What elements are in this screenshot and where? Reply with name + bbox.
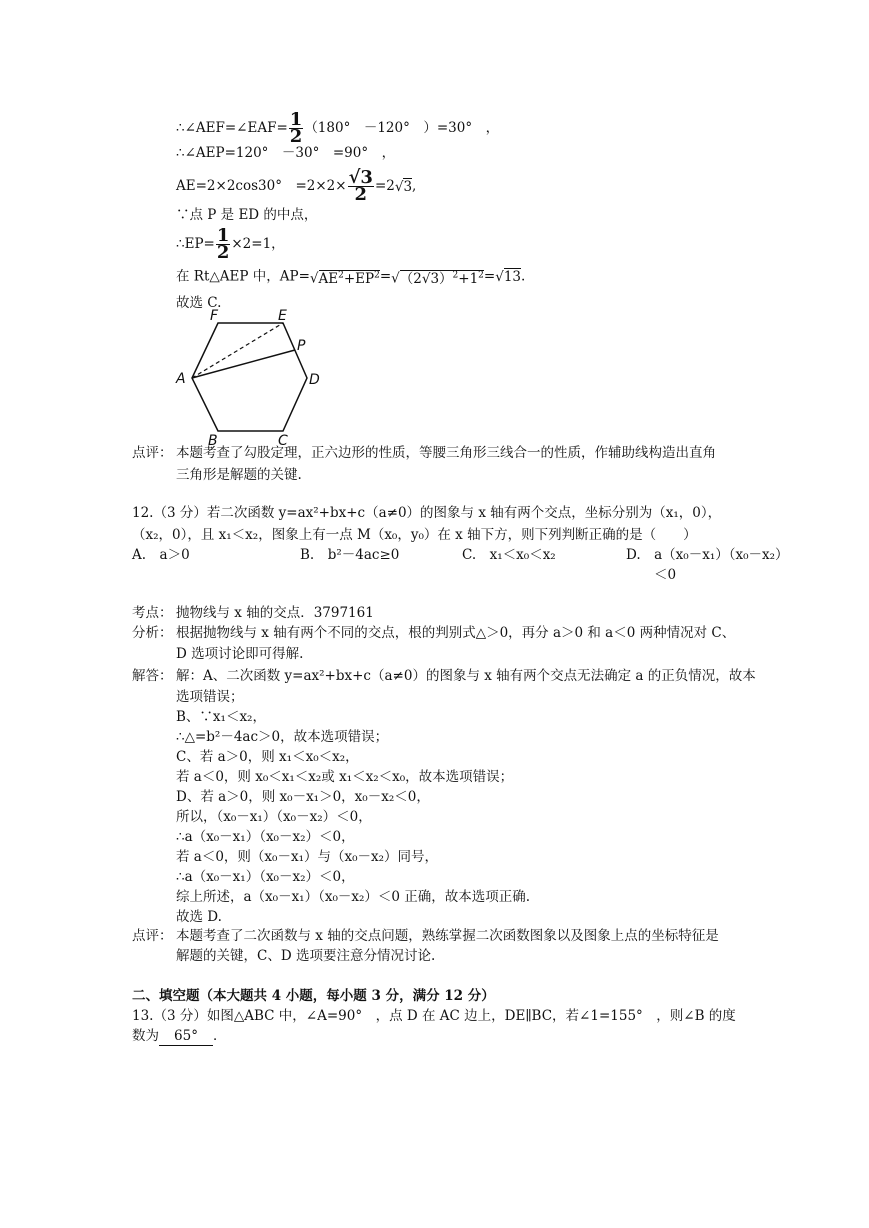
remark-label: 点评： <box>132 445 173 461</box>
point-label-e: E <box>278 308 287 324</box>
jieda-line-12: 综上所述，a（x₀－x₁）（x₀－x₂）＜0 正确，故本选项正确. <box>176 889 531 905</box>
remark-line-2: 三角形是解题的关键. <box>176 467 302 483</box>
fenxi-line-1: 根据抛物线与 x 轴有两个不同的交点，根的判别式△＞0，再分 a＞0 和 a＜0 两种情况对 C、 <box>176 625 736 641</box>
jieda-line-4: ∴△=b²－4ac＞0，故本选项错误； <box>176 729 389 745</box>
fraction: $\frac{√3}{2}$ <box>348 167 373 205</box>
sqrt-sign: √3 <box>394 178 413 195</box>
jieda-line-13: 故选 D. <box>176 909 222 925</box>
sqrt-sign: $√(2√3)^2+1^2$ <box>391 270 484 287</box>
point-label-d: D <box>309 372 320 388</box>
question-12-line-2: （x₂，0），且 x₁＜x₂，图象上有一点 M（x₀，y₀）在 x 轴下方，则下列判断正确的是（ ） <box>132 527 697 543</box>
jieda-line-1: 解：A、二次函数 y=ax²+bx+c（a≠0）的图象与 x 轴有两个交点无法确定 a 的正负情况，故本 <box>176 668 756 684</box>
kaodian-text: 抛物线与 x 轴的交点．3797161 <box>176 605 374 621</box>
answer-blank: 65° <box>159 1027 213 1046</box>
point-label-c: C <box>278 433 288 446</box>
point-label-a: A <box>176 371 186 387</box>
jieda-line-10: 若 a＜0，则（x₀－x₁）与（x₀－x₂）同号， <box>176 849 439 865</box>
jieda-line-9: ∴a（x₀－x₁）（x₀－x₂）＜0， <box>176 829 355 845</box>
solution-line-5: ∴EP= $\frac{1}{2}$ ×2=1， <box>176 225 285 263</box>
option-b: B. b²－4ac≥0 <box>300 547 400 563</box>
jieda-line-11: ∴a（x₀－x₁）（x₀－x₂）＜0， <box>176 869 355 885</box>
jieda-line-5: C、若 a＞0，则 x₁＜x₀＜x₂， <box>176 749 359 765</box>
jieda-label: 解答： <box>132 668 173 684</box>
fraction: $\frac{1}{2}$ <box>289 109 303 147</box>
kaodian-label: 考点： <box>132 605 173 621</box>
dianping-line-2: 解题的关键，C、D 选项要注意分情况讨论. <box>176 948 436 964</box>
fenxi-line-2: D 选项讨论即可得解. <box>176 646 304 662</box>
option-a: A. a＞0 <box>132 547 190 563</box>
fenxi-label: 分析： <box>132 625 173 641</box>
solution-line-3: AE=2×2cos30° =2×2× $\frac{√3}{2}$ =2√3, <box>176 167 417 205</box>
solution-line-6: 在 Rt△AEP 中，$AP=√AE^2+EP^2=√(2√3)^2+1^2=√13$. <box>176 266 525 288</box>
option-d-continued: ＜0 <box>654 567 677 583</box>
solution-line-4: ∵点 P 是 ED 的中点， <box>176 207 318 223</box>
jieda-line-3: B、∵x₁＜x₂， <box>176 709 266 725</box>
solution-line-7: 故选 C. <box>176 295 222 311</box>
option-d: D. a（x₀－x₁）（x₀－x₂） <box>626 547 789 563</box>
fraction: $\frac{1}{2}$ <box>216 225 230 263</box>
dianping-line-1: 本题考查了二次函数与 x 轴的交点问题，熟练掌握二次函数图象以及图象上点的坐标特征是 <box>176 928 719 944</box>
point-label-f: F <box>210 308 219 324</box>
sqrt-sign: $√AE^2+EP^2$ <box>309 270 380 287</box>
solution-line-1: ∴∠AEF=∠EAF= $\frac{1}{2}$ （180° －120° ）=30° ， <box>176 109 500 147</box>
jieda-line-7: D、若 a＞0，则 x₀－x₁＞0，x₀－x₂＜0， <box>176 789 430 805</box>
remark-line-1: 本题考查了勾股定理，正六边形的性质，等腰三角形三线合一的性质，作辅助线构造出直角 <box>176 445 716 461</box>
question-13-line-1: 13.（3 分）如图△ABC 中，∠A=90° ，点 D 在 AC 边上，DE∥BC，若∠1=155° ，则∠B 的度 <box>132 1008 736 1024</box>
jieda-line-6: 若 a＜0，则 x₀＜x₁＜x₂或 x₁＜x₂＜x₀，故本选项错误； <box>176 769 514 785</box>
question-12-line-1: 12.（3 分）若二次函数 y=ax²+bx+c（a≠0）的图象与 x 轴有两个交点，坐标分别为（x₁，0）， <box>132 505 722 521</box>
jieda-line-2: 选项错误； <box>176 689 244 705</box>
option-c: C. x₁＜x₀＜x₂ <box>462 547 556 563</box>
jieda-line-8: 所以，（x₀－x₁）（x₀－x₂）＜0， <box>176 809 372 825</box>
segment-ap <box>192 350 295 378</box>
solution-line-2: ∴∠AEP=120° －30° =90° ， <box>176 145 396 161</box>
hexagon-figure <box>170 306 330 446</box>
sqrt-sign: √13 <box>495 268 522 285</box>
point-label-b: B <box>208 433 218 446</box>
hexagon-shape <box>192 323 307 431</box>
point-label-p: P <box>297 338 306 354</box>
dianping-label: 点评： <box>132 928 173 944</box>
section-heading: 二、填空题（本大题共 4 小题，每小题 3 分，满分 12 分） <box>132 988 495 1004</box>
question-13-line-2: 数为 65° ． <box>132 1028 227 1044</box>
